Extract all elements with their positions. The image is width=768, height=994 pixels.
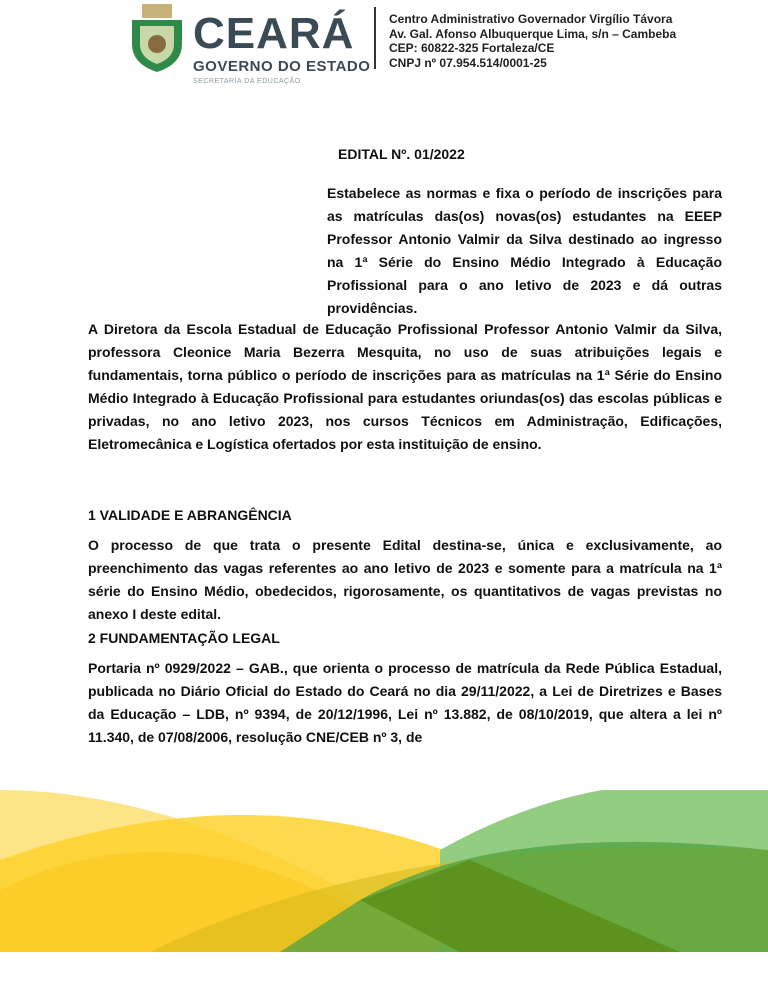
section-heading: 1 VALIDADE E ABRANGÊNCIA: [88, 507, 292, 523]
address-line: CEP: 60822-325 Fortaleza/CE: [389, 41, 555, 55]
section-heading: 2 FUNDAMENTAÇÃO LEGAL: [88, 630, 280, 646]
document-summary: Estabelece as normas e fixa o período de inscrições para as matrículas das(os) novas(os) estudantes na EEEP Professor Antonio Valmir da Silva destinado ao ingresso na 1ª Série do Ensino Médio Integrado à Educação Profissional para o ano letivo de 2023 e dá outras providências.: [327, 185, 722, 316]
intro-paragraph: A Diretora da Escola Estadual de Educação Profissional Professor Antonio Valmir da Silva, professora Cleonice Maria Bezerra Mesquita, no uso de suas atribuições legais e fundamentais, torna público o período de inscrições para as matrículas na 1ª Série do Ensino Médio Integrado à Educação Profissional para estudantes oriundas(os) das escolas públicas e privadas, no ano letivo 2023, nos cursos Técnicos em Administração, Edificações, Eletromecânica e Logística ofertados por esta instituição de ensino.: [88, 321, 722, 452]
brand-name: CEARÁ: [193, 9, 355, 58]
address-line: CNPJ nº 07.954.514/0001-25: [389, 55, 547, 70]
document-title: EDITAL Nº. 01/2022: [338, 146, 465, 162]
header-divider: [374, 7, 376, 69]
brand-block: [193, 9, 371, 85]
address-line: Centro Administrativo Governador Virgílio Távora: [389, 12, 673, 26]
address-line: Av. Gal. Afonso Albuquerque Lima, s/n – Cambeba: [389, 26, 677, 41]
section-text: Portaria nº 0929/2022 – GAB., que orienta o processo de matrícula da Rede Pública Estadual, publicada no Diário Oficial do Estado do Ceará no dia 29/11/2022, a Lei de Diretrizes e Bases da Educação – LDB, nº 9394, de 20/12/1996, Lei nº 13.882, de 08/10/2019, que altera a lei nº 11.340, de 07/08/2006, resolução CNE/CEB nº 3, de: [88, 660, 722, 745]
secretariat-label: SECRETARIA DA EDUCAÇÃO: [193, 78, 301, 85]
ceara-coat-of-arms-logo: [128, 4, 186, 72]
footer-wave-decoration: [0, 790, 768, 952]
government-label: GOVERNO DO ESTADO: [193, 58, 371, 75]
section-text: O processo de que trata o presente Edital destina-se, única e exclusivamente, ao preenchimento das vagas referentes ao ano letivo de 2023 e somente para a matrícula na 1ª série do Ensino Médio, obedecidos, rigorosamente, os quantitativos de vagas previstas no anexo I deste edital.: [88, 537, 722, 622]
header-address: [389, 12, 676, 70]
